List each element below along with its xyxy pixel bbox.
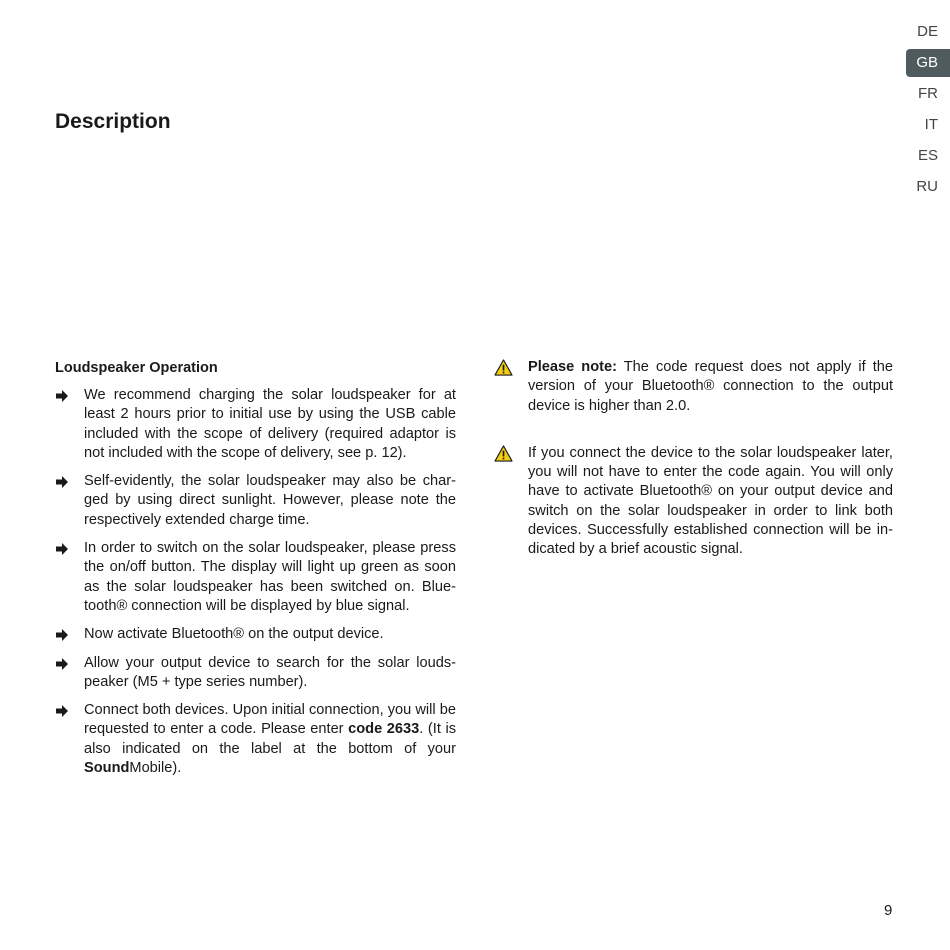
tab-fr[interactable]: FR [918, 85, 938, 102]
list-item-text: Allow your output device to search for the solar loudspeaker (M5 + type series number). [84, 654, 456, 690]
list-item [55, 539, 456, 616]
connect-text-part1: Connect both devices. Upon initial connection, you will be requested to enter a code. Please enter [84, 702, 456, 738]
list-item [55, 386, 456, 463]
connect-text-part2: . (It is also indicated on the label at the bottom of your [84, 721, 456, 757]
note-body: The code request does not apply if the version of your Bluetooth® connection to the output device is higher than 2.0. [528, 359, 893, 414]
note-text: If you connect the device to the solar loudspeaker later, you will not have to enter the code again. You will only have to activate Bluetooth® on your output device and switch on the solar loudspeaker in order to link both devices. Successfully established connection will be indicated by a brief acoustic signal. [528, 444, 893, 558]
list-item [55, 654, 456, 693]
list-item-text: Now activate Bluetooth® on the output device. [84, 626, 384, 643]
loudspeaker-operation-section [55, 358, 456, 787]
note-text [528, 358, 893, 416]
list-item-text: We recommend charging the solar loudspeaker for at least 2 hours prior to initial use by using the USB cable included with the scope of delivery (required adaptor is not included with the scope of delivery, see p. 12). [84, 387, 456, 461]
section-heading: Loudspeaker Operation [55, 360, 218, 376]
list-item-text: Self-evidently, the solar loudspeaker may also be charged by using direct sunlight. However, please note the respectively extended charge time. [84, 473, 456, 528]
warning-note [494, 444, 893, 560]
list-item-text: In order to switch on the solar loudspeaker, please press the on/off button. The display will light up green as soon as the solar loudspeaker has been switched on. Bluetooth® connection will be displayed by blue signal. [84, 540, 456, 614]
tab-de[interactable]: DE [917, 23, 938, 40]
warning-icon [494, 445, 513, 462]
arrow-right-icon [55, 628, 69, 642]
arrow-right-icon [55, 542, 69, 556]
arrow-right-icon [55, 704, 69, 718]
arrow-right-icon [55, 475, 69, 489]
arrow-right-icon [55, 657, 69, 671]
list-item-text [84, 701, 456, 778]
pairing-code: code 2633 [348, 721, 420, 738]
tab-ru[interactable]: RU [916, 178, 938, 195]
list-item [55, 472, 456, 530]
warning-icon [494, 359, 513, 376]
arrow-right-icon [55, 389, 69, 403]
list-item [55, 701, 456, 778]
warning-note [494, 358, 893, 416]
note-label: Please note: [528, 359, 617, 375]
tab-gb[interactable]: GB [906, 49, 950, 77]
notes-section [494, 358, 893, 588]
brand-name-bold: Sound [84, 760, 130, 777]
page-number: 9 [884, 902, 893, 919]
list-item [55, 625, 456, 644]
tab-it[interactable]: IT [924, 116, 938, 133]
page-title: Description [55, 110, 171, 133]
brand-name-rest: Mobile). [129, 760, 182, 777]
tab-es[interactable]: ES [917, 147, 938, 164]
language-tabs [906, 18, 950, 204]
